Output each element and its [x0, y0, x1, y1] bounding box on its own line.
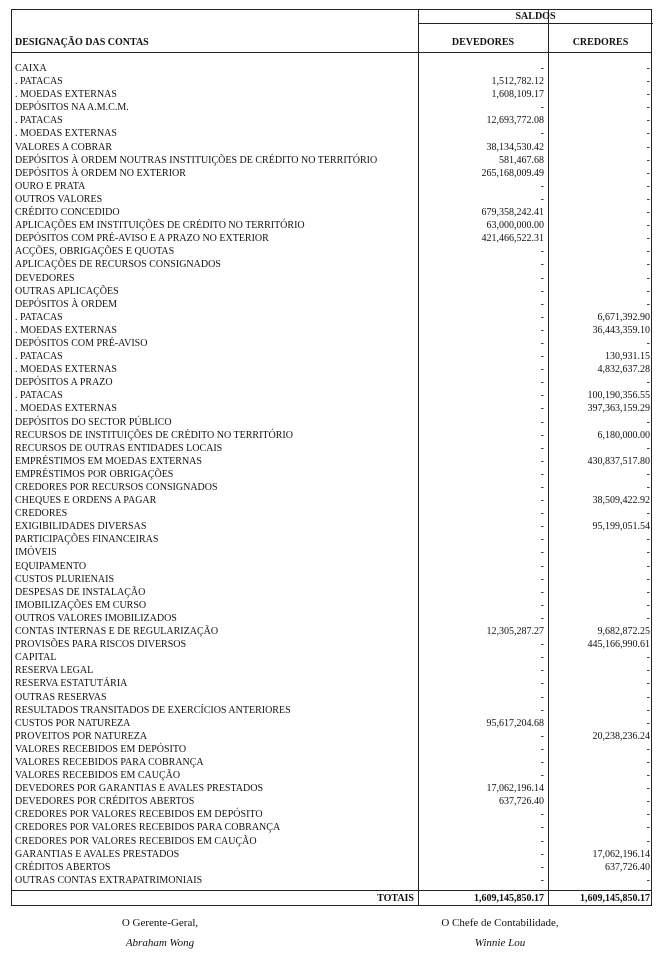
debit-value: -: [540, 364, 544, 376]
debit-value: -: [540, 482, 544, 493]
table-row: [12, 324, 653, 337]
signature-title: O Chefe de Contabilidade,: [441, 917, 559, 929]
credit-value: -: [646, 298, 650, 310]
credit-value: -: [646, 560, 650, 572]
account-name: VALORES A COBRAR: [15, 141, 113, 153]
table-row: [12, 677, 653, 690]
credit-value: -: [646, 285, 650, 297]
table-row: [12, 691, 653, 704]
debit-value: -: [540, 835, 544, 847]
account-name: RECURSOS DE OUTRAS ENTIDADES LOCAIS: [15, 442, 223, 454]
table-row: [12, 546, 653, 559]
account-name: . MOEDAS EXTERNAS: [15, 89, 117, 101]
table-row: [12, 455, 653, 468]
debit-value: -: [540, 586, 544, 598]
account-name: OUTRAS RESERVAS: [15, 691, 107, 703]
credit-value: 445,166,990.61: [587, 639, 650, 651]
header-rule: [12, 52, 651, 53]
saldos-header: SALDOS: [418, 10, 653, 24]
account-name: CAIXA: [15, 63, 47, 74]
credit-value: 17,062,196.14: [592, 848, 650, 860]
table-row: [12, 442, 653, 455]
credit-value: -: [646, 482, 650, 493]
debit-value: -: [540, 311, 544, 323]
table-row: [12, 730, 653, 743]
debit-value: -: [540, 285, 544, 297]
account-name: CREDORES POR VALORES RECEBIDOS PARA COBRANÇA: [15, 822, 281, 834]
debit-value: -: [540, 730, 544, 742]
account-name: CUSTOS PLURIENAIS: [15, 573, 114, 585]
table-row: [12, 101, 653, 114]
debit-value: -: [540, 691, 544, 703]
account-name: VALORES RECEBIDOS EM DEPÓSITO: [15, 743, 187, 755]
table-row: [12, 363, 653, 376]
credit-value: -: [646, 416, 650, 428]
signature-name: Abraham Wong: [125, 937, 195, 949]
account-name: DEPÓSITOS COM PRÉ-AVISO: [15, 337, 148, 349]
debit-value: -: [540, 63, 544, 74]
account-name: CRÉDITO CONCEDIDO: [15, 207, 120, 219]
debit-header: DEVEDORES: [451, 37, 515, 48]
account-name: DEPÓSITOS A PRAZO: [15, 377, 113, 389]
credit-value: -: [646, 586, 650, 598]
debit-value: -: [540, 246, 544, 258]
debit-value: -: [540, 259, 544, 271]
debit-value: 17,062,196.14: [486, 783, 544, 795]
credit-value: -: [646, 233, 650, 245]
debit-value: -: [540, 351, 544, 363]
account-name: PROVISÕES PARA RISCOS DIVERSOS: [15, 639, 187, 651]
table-row: [12, 507, 653, 520]
account-name: OURO E PRATA: [15, 180, 86, 192]
totals-credit: 1,609,145,850.17: [580, 893, 650, 904]
account-name: . PATACAS: [15, 390, 63, 402]
totals-debit: 1,609,145,850.17: [474, 893, 544, 904]
debit-value: -: [540, 848, 544, 860]
debit-value: -: [540, 756, 544, 768]
credit-value: -: [646, 220, 650, 232]
account-name: RECURSOS DE INSTITUIÇÕES DE CRÉDITO NO TERRITÓRIO: [15, 429, 293, 441]
account-name: CREDORES POR RECURSOS CONSIGNADOS: [15, 482, 218, 493]
credit-value: -: [646, 63, 650, 74]
table-row: [12, 232, 653, 245]
debit-value: -: [540, 442, 544, 454]
totals-row: [12, 890, 651, 907]
debit-value: -: [540, 128, 544, 140]
designation-header: DESIGNAÇÃO DAS CONTAS: [15, 37, 149, 48]
credit-value: -: [646, 154, 650, 166]
table-row: [12, 717, 653, 730]
debit-value: 679,358,242.41: [481, 207, 544, 219]
table-row: [12, 206, 653, 219]
credit-value: -: [646, 796, 650, 808]
debit-value: -: [540, 272, 544, 284]
account-name: CREDORES POR VALORES RECEBIDOS EM CAUÇÃO: [15, 835, 257, 847]
debit-value: -: [540, 102, 544, 114]
credit-value: 6,180,000.00: [597, 429, 650, 441]
table-row: [12, 402, 653, 415]
account-name: OUTRAS CONTAS EXTRAPATRIMONIAIS: [15, 874, 203, 886]
debit-value: 1,512,782.12: [491, 76, 544, 88]
totals-label: TOTAIS: [377, 893, 414, 904]
account-name: . MOEDAS EXTERNAS: [15, 403, 117, 415]
debit-value: -: [540, 560, 544, 572]
credit-value: -: [646, 76, 650, 88]
credit-value: -: [646, 534, 650, 546]
account-name: CREDORES: [15, 508, 68, 520]
credit-value: -: [646, 599, 650, 611]
table-row: [12, 376, 653, 389]
debit-value: 637,726.40: [499, 796, 544, 808]
table-row: [12, 154, 653, 167]
debit-value: -: [540, 678, 544, 690]
credit-value: -: [646, 167, 650, 179]
credit-value: 20,238,236.24: [592, 730, 650, 742]
credit-value: -: [646, 809, 650, 821]
account-name: EQUIPAMENTO: [15, 560, 87, 572]
debit-value: -: [540, 403, 544, 415]
credit-value: -: [646, 180, 650, 192]
account-name: DEPÓSITOS COM PRÉ-AVISO E A PRAZO NO EXTERIOR: [15, 233, 269, 245]
account-name: VALORES RECEBIDOS EM CAUÇÃO: [15, 770, 181, 782]
table-row: [12, 389, 653, 402]
account-name: EMPRÉSTIMOS POR OBRIGAÇÕES: [15, 468, 174, 480]
credit-header: CREDORES: [572, 37, 629, 48]
credit-value: -: [646, 141, 650, 153]
credit-value: -: [646, 743, 650, 755]
debit-value: 63,000,000.00: [486, 220, 544, 232]
account-rows: [12, 62, 653, 887]
debit-value: -: [540, 429, 544, 441]
credit-value: -: [646, 691, 650, 703]
account-name: DEPÓSITOS À ORDEM: [15, 298, 118, 310]
table-row: [12, 219, 653, 232]
table-row: [12, 573, 653, 586]
table-row: [12, 743, 653, 756]
debit-value: -: [540, 665, 544, 677]
table-row: [12, 429, 653, 442]
credit-value: 637,726.40: [605, 861, 650, 873]
account-name: DEVEDORES POR CRÉDITOS ABERTOS: [15, 796, 195, 808]
table-row: [12, 494, 653, 507]
account-name: APLICAÇÕES DE RECURSOS CONSIGNADOS: [15, 259, 221, 271]
table-row: [12, 481, 653, 494]
table-row: [12, 258, 653, 271]
table-row: [12, 62, 653, 75]
account-name: EXIGIBILIDADES DIVERSAS: [15, 521, 147, 533]
account-name: EMPRÉSTIMOS EM MOEDAS EXTERNAS: [15, 455, 202, 467]
debit-value: -: [540, 652, 544, 664]
credit-value: -: [646, 678, 650, 690]
debit-value: -: [540, 377, 544, 389]
debit-value: -: [540, 599, 544, 611]
debit-value: 12,305,287.27: [486, 626, 544, 638]
account-name: CREDORES POR VALORES RECEBIDOS EM DEPÓSITO: [15, 809, 263, 821]
credit-value: -: [646, 377, 650, 389]
account-name: DEPÓSITOS À ORDEM NOUTRAS INSTITUIÇÕES DE CRÉDITO NO TERRITÓRIO: [15, 154, 378, 166]
table-row: [12, 520, 653, 533]
credit-value: -: [646, 547, 650, 559]
debit-value: -: [540, 743, 544, 755]
credit-value: -: [646, 717, 650, 729]
account-name: DESPESAS DE INSTALAÇÃO: [15, 586, 146, 598]
credit-value: 4,832,637.28: [597, 364, 650, 376]
credit-value: -: [646, 783, 650, 795]
debit-value: -: [540, 770, 544, 782]
debit-value: -: [540, 193, 544, 205]
debit-value: -: [540, 298, 544, 310]
table-row: [12, 416, 653, 429]
debit-value: -: [540, 704, 544, 716]
debit-value: -: [540, 822, 544, 834]
account-name: . PATACAS: [15, 351, 63, 363]
table-row: [12, 769, 653, 782]
debit-value: -: [540, 874, 544, 886]
credit-value: 130,931.15: [605, 351, 650, 363]
credit-value: 6,671,392.90: [597, 311, 650, 323]
account-name: . PATACAS: [15, 115, 63, 127]
account-name: DEVEDORES POR GARANTIAS E AVALES PRESTADOS: [15, 783, 264, 795]
table-row: [12, 114, 653, 127]
debit-value: 95,617,204.68: [486, 717, 544, 729]
account-name: CUSTOS POR NATUREZA: [15, 717, 131, 729]
credit-value: -: [646, 704, 650, 716]
debit-value: -: [540, 324, 544, 336]
account-name: OUTROS VALORES: [15, 193, 103, 205]
account-name: APLICAÇÕES EM INSTITUIÇÕES DE CRÉDITO NO TERRITÓRIO: [15, 220, 305, 232]
table-row: [12, 350, 653, 363]
credit-value: -: [646, 665, 650, 677]
account-name: GARANTIAS E AVALES PRESTADOS: [15, 848, 180, 860]
table-row: [12, 861, 653, 874]
table-row: [12, 625, 653, 638]
credit-value: -: [646, 835, 650, 847]
signature-general-manager: [80, 913, 240, 953]
credit-value: 397,363,159.29: [587, 403, 650, 415]
table-row: [12, 874, 653, 887]
account-name: ACÇÕES, OBRIGAÇÕES E QUOTAS: [15, 246, 175, 258]
credit-value: -: [646, 246, 650, 258]
account-name: CONTAS INTERNAS E DE REGULARIZAÇÃO: [15, 626, 219, 638]
account-name: RESULTADOS TRANSITADOS DE EXERCÍCIOS ANTERIORES: [15, 704, 291, 716]
credit-value: -: [646, 259, 650, 271]
credit-value: -: [646, 756, 650, 768]
debit-value: -: [540, 612, 544, 624]
table-row: [12, 88, 653, 101]
account-name: RESERVA ESTATUTÁRIA: [15, 678, 128, 690]
credit-value: -: [646, 272, 650, 284]
debit-value: -: [540, 508, 544, 520]
account-name: PROVEITOS POR NATUREZA: [15, 730, 148, 742]
table-row: [12, 756, 653, 769]
debit-value: -: [540, 639, 544, 651]
debit-value: -: [540, 455, 544, 467]
credit-value: 38,509,422.92: [592, 495, 650, 507]
account-name: OUTROS VALORES IMOBILIZADOS: [15, 612, 177, 624]
credit-value: -: [646, 822, 650, 834]
table-row: [12, 599, 653, 612]
table-row: [12, 127, 653, 140]
account-name: PARTICIPAÇÕES FINANCEIRAS: [15, 534, 159, 546]
credit-value: -: [646, 337, 650, 349]
credit-value: -: [646, 612, 650, 624]
table-row: [12, 638, 653, 651]
debit-value: -: [540, 468, 544, 480]
credit-value: -: [646, 102, 650, 114]
debit-value: -: [540, 521, 544, 533]
table-row: [12, 586, 653, 599]
table-row: [12, 193, 653, 206]
table-row: [12, 311, 653, 324]
debit-value: -: [540, 416, 544, 428]
account-name: CHEQUES E ORDENS A PAGAR: [15, 495, 157, 507]
debit-value: -: [540, 534, 544, 546]
table-row: [12, 533, 653, 546]
table-row: [12, 245, 653, 258]
table-row: [12, 337, 653, 350]
table-row: [12, 141, 653, 154]
signature-name: Winnie Lou: [474, 937, 526, 949]
account-name: . MOEDAS EXTERNAS: [15, 364, 117, 376]
table-row: [12, 285, 653, 298]
debit-value: -: [540, 337, 544, 349]
table-row: [12, 835, 653, 848]
debit-value: 581,467.68: [499, 154, 544, 166]
credit-value: -: [646, 207, 650, 219]
signature-title: O Gerente-Geral,: [121, 917, 199, 929]
credit-value: -: [646, 508, 650, 520]
account-name: CAPITAL: [15, 652, 57, 664]
credit-value: -: [646, 193, 650, 205]
credit-value: -: [646, 573, 650, 585]
credit-value: -: [646, 770, 650, 782]
account-name: IMOBILIZAÇÕES EM CURSO: [15, 599, 147, 611]
debit-value: 38,134,530.42: [486, 141, 544, 153]
table-row: [12, 167, 653, 180]
debit-value: 1,608,109.17: [491, 89, 544, 101]
table-row: [12, 651, 653, 664]
account-name: . MOEDAS EXTERNAS: [15, 128, 117, 140]
credit-value: 95,199,051.54: [592, 521, 650, 533]
account-name: RESERVA LEGAL: [15, 665, 94, 677]
table-row: [12, 795, 653, 808]
credit-value: -: [646, 115, 650, 127]
credit-value: -: [646, 128, 650, 140]
table-row: [12, 75, 653, 88]
debit-value: 265,168,009.49: [481, 167, 544, 179]
table-row: [12, 468, 653, 481]
account-name: DEPÓSITOS À ORDEM NO EXTERIOR: [15, 167, 186, 179]
debit-value: -: [540, 861, 544, 873]
account-name: VALORES RECEBIDOS PARA COBRANÇA: [15, 756, 204, 768]
table-row: [12, 808, 653, 821]
credit-value: 430,837,517.80: [587, 455, 650, 467]
table-row: [12, 180, 653, 193]
account-name: DEPÓSITOS NA A.M.C.M.: [15, 102, 129, 114]
credit-value: -: [646, 874, 650, 886]
table-row: [12, 848, 653, 861]
account-name: . PATACAS: [15, 311, 63, 323]
debit-value: -: [540, 495, 544, 507]
table-row: [12, 704, 653, 717]
credit-value: -: [646, 442, 650, 454]
signature-chief-accountant: [400, 913, 600, 953]
credit-value: -: [646, 89, 650, 101]
credit-value: 100,190,356.55: [587, 390, 650, 402]
table-row: [12, 664, 653, 677]
account-name: IMÓVEIS: [15, 547, 57, 559]
credit-value: 9,682,872.25: [597, 626, 650, 638]
credit-value: -: [646, 468, 650, 480]
table-row: [12, 298, 653, 311]
table-row: [12, 782, 653, 795]
debit-value: 421,466,522.31: [481, 233, 544, 245]
debit-value: -: [540, 547, 544, 559]
table-row: [12, 612, 653, 625]
balance-table: [11, 9, 652, 906]
account-name: DEVEDORES: [15, 272, 75, 284]
credit-value: -: [646, 652, 650, 664]
debit-value: -: [540, 180, 544, 192]
debit-value: 12,693,772.08: [486, 115, 544, 127]
debit-value: -: [540, 573, 544, 585]
account-name: DEPÓSITOS DO SECTOR PÚBLICO: [15, 416, 172, 428]
table-row: [12, 272, 653, 285]
account-name: OUTRAS APLICAÇÕES: [15, 285, 119, 297]
debit-value: -: [540, 809, 544, 821]
table-row: [12, 821, 653, 834]
account-name: . MOEDAS EXTERNAS: [15, 324, 117, 336]
table-row: [12, 560, 653, 573]
account-name: CRÉDITOS ABERTOS: [15, 861, 111, 873]
debit-value: -: [540, 390, 544, 402]
account-name: . PATACAS: [15, 76, 63, 88]
credit-value: 36,443,359.10: [592, 324, 650, 336]
